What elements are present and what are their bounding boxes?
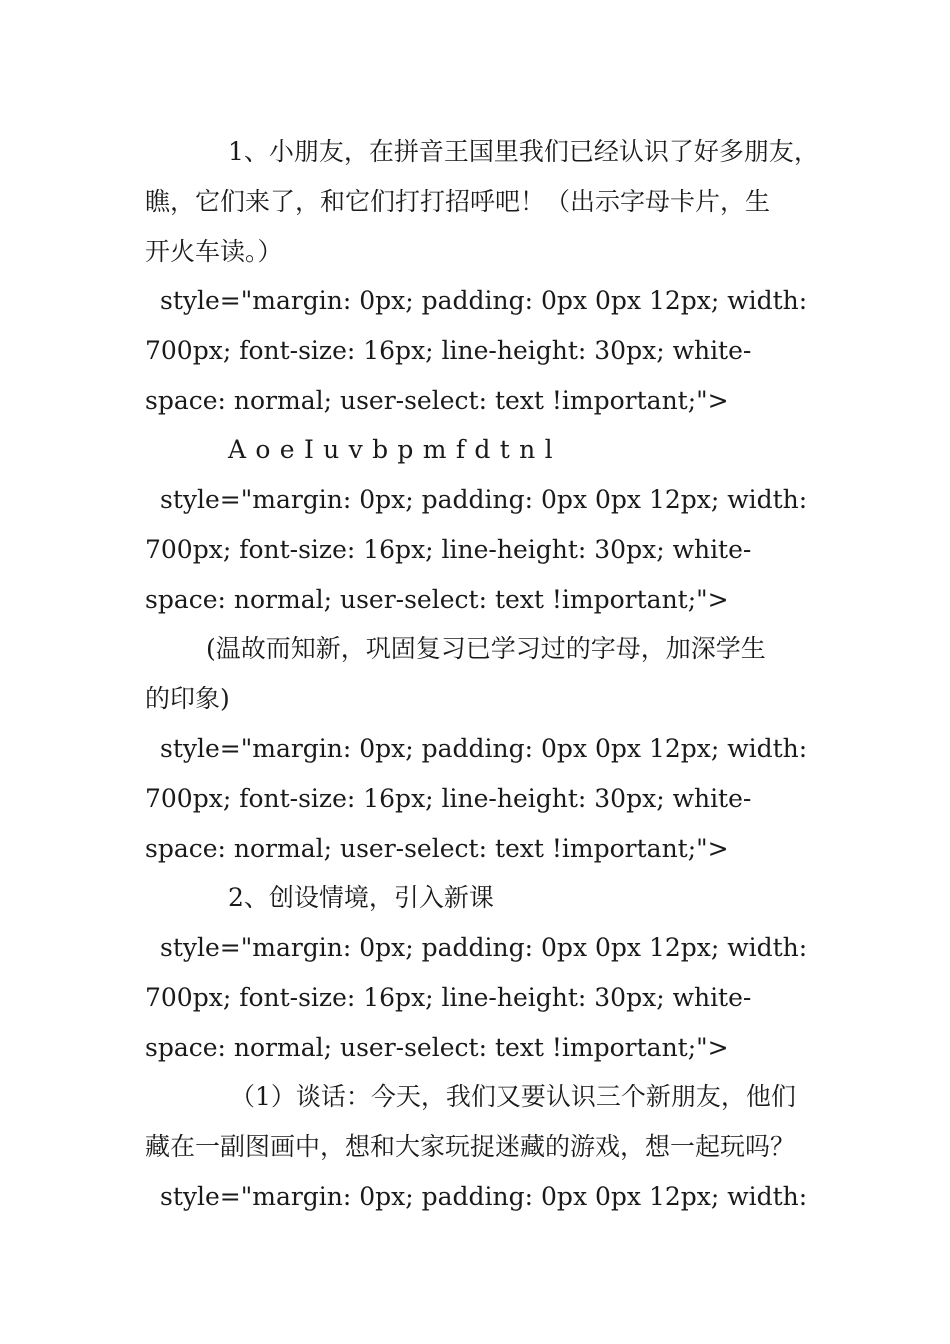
code-block-4-line-1: style="margin: 0px; padding: 0px 0px 12px; width: <box>160 933 808 962</box>
code-block-2-line-1: style="margin: 0px; padding: 0px 0px 12px; width: <box>160 485 808 514</box>
paragraph-3-line-1: （1）谈话：今天，我们又要认识三个新朋友，他们 <box>230 1082 796 1111</box>
code-block-2-line-2: 700px; font-size: 16px; line-height: 30px; white- <box>145 535 752 564</box>
paragraph-2-line-1: (温故而知新，巩固复习已学习过的字母，加深学生 <box>206 634 766 663</box>
code-block-5-line-1: style="margin: 0px; padding: 0px 0px 12px; width: <box>160 1182 808 1211</box>
section-heading-2: 2、创设情境，引入新课 <box>228 883 494 912</box>
code-block-2-line-3: space: normal; user-select: text !important;"> <box>145 585 729 614</box>
paragraph-2-line-2: 的印象) <box>145 684 230 713</box>
paragraph-3-line-2: 藏在一副图画中，想和大家玩捉迷藏的游戏，想一起玩吗？ <box>145 1132 796 1161</box>
code-block-4-line-3: space: normal; user-select: text !important;"> <box>145 1033 729 1062</box>
code-block-3-line-2: 700px; font-size: 16px; line-height: 30px; white- <box>145 784 752 813</box>
paragraph-1-line-3: 开火车读。） <box>145 237 283 266</box>
paragraph-1-line-1: 1、小朋友，在拼音王国里我们已经认识了好多朋友， <box>228 137 819 166</box>
pinyin-letters-line: A o e I u v b p m f d t n l <box>228 435 554 464</box>
code-block-1-line-2: 700px; font-size: 16px; line-height: 30px; white- <box>145 336 752 365</box>
code-block-3-line-1: style="margin: 0px; padding: 0px 0px 12px; width: <box>160 734 808 763</box>
paragraph-1-line-2: 瞧，它们来了，和它们打打招呼吧！（出示字母卡片，生 <box>145 187 771 216</box>
code-block-3-line-3: space: normal; user-select: text !important;"> <box>145 834 729 863</box>
code-block-4-line-2: 700px; font-size: 16px; line-height: 30px; white- <box>145 983 752 1012</box>
code-block-1-line-1: style="margin: 0px; padding: 0px 0px 12px; width: <box>160 286 808 315</box>
code-block-1-line-3: space: normal; user-select: text !important;"> <box>145 386 729 415</box>
